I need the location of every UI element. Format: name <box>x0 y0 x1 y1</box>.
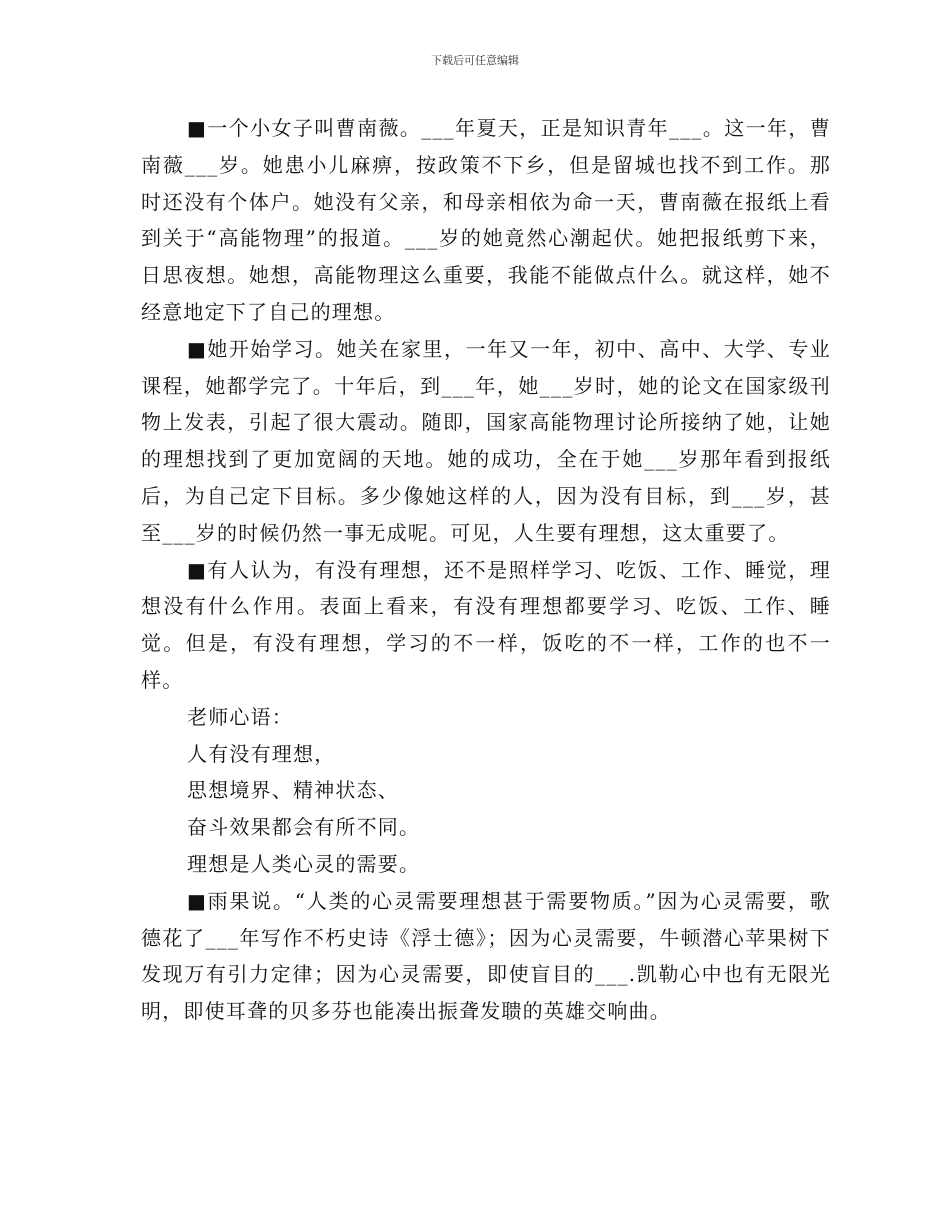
poem-line-1: 人有没有理想， <box>187 741 336 766</box>
teacher-words-label: 老师心语： <box>187 704 293 729</box>
document-body <box>141 110 831 1030</box>
poem-line-2: 思想境界、精神状态、 <box>187 778 399 803</box>
page-header: 下载后可任意编辑 <box>431 54 519 67</box>
poem-line-3: 奋斗效果都会有所不同。 <box>187 815 421 840</box>
paragraph-2: ■她开始学习。她关在家里，一年又一年，初中、高中、大学、专业课程，她都学完了。十年后，到___年，她___岁时，她的论文在国家级刊物上发表，引起了很大震动。随即，国家高能物理讨论所接纳了她，让她的理想找到了更加宽阔的天地。她的成功，全在于她___岁那年看到报纸后，为自己定下目标。多少像她这样的人，因为没有目标，到___岁，甚至___岁的时候仍然一事无成呢。可见，人生要有理想，这太重要了。 <box>141 336 831 545</box>
paragraph-1: ■一个小女子叫曹南薇。___年夏天，正是知识青年___。这一年，曹南薇___岁。她患小儿麻痹，按政策不下乡，但是留城也找不到工作。那时还没有个体户。她没有父亲，和母亲相依为命一天，曹南薇在报纸上看到关于“高能物理”的报道。___岁的她竟然心潮起伏。她把报纸剪下来，日思夜想。她想，高能物理这么重要，我能不能做点什么。就这样，她不经意地定下了自己的理想。 <box>141 116 831 324</box>
paragraph-3: ■有人认为，有没有理想，还不是照样学习、吃饭、工作、睡觉，理想没有什么作用。表面上看来，有没有理想都要学习、吃饭、工作、睡觉。但是，有没有理想，学习的不一样，饭吃的不一样，工作的也不一样。 <box>141 557 831 692</box>
poem-line-4: 理想是人类心灵的需要。 <box>187 851 421 876</box>
paragraph-4: ■雨果说。“人类的心灵需要理想甚于需要物质。”因为心灵需要，歌德花了___年写作不朽史诗《浮士德》；因为心灵需要，牛顿潜心苹果树下发现万有引力定律；因为心灵需要，即使盲目的___.凯勒心中也有无限光明，即使耳聋的贝多芬也能凑出振聋发聩的英雄交响曲。 <box>141 888 831 1024</box>
